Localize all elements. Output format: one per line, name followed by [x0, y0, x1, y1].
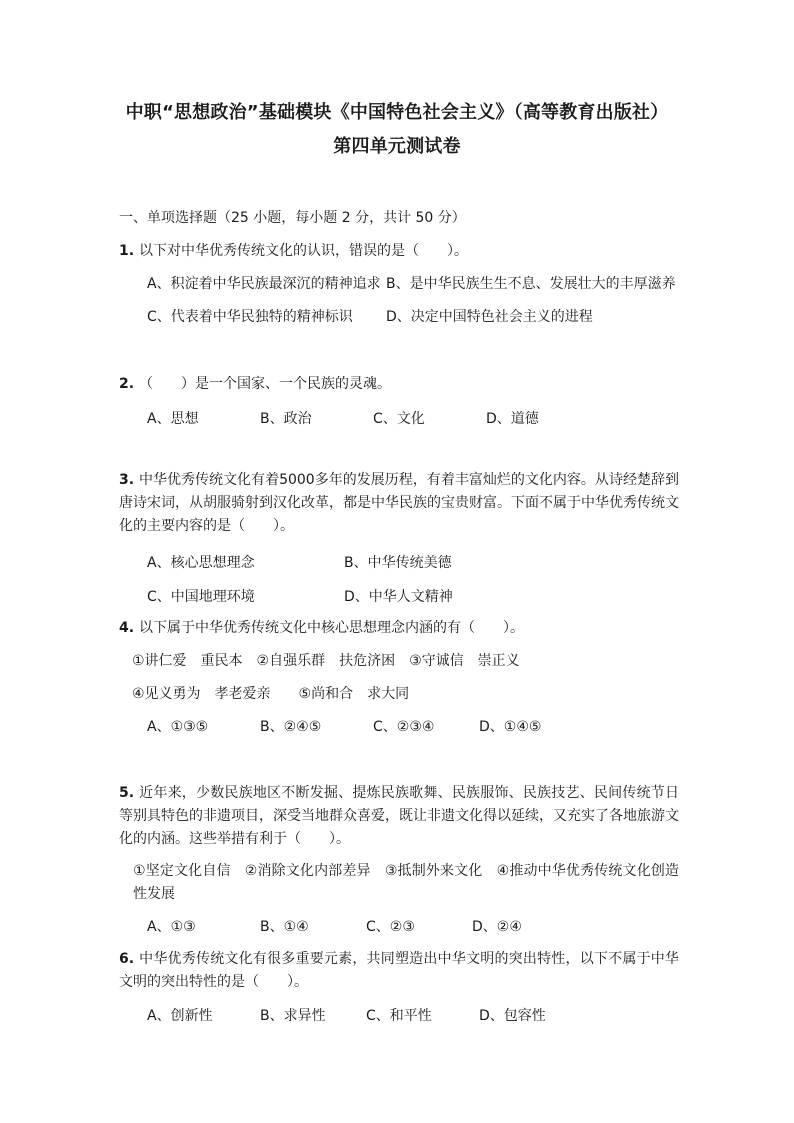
option-b: B、求异性 [260, 1008, 326, 1024]
question-stem: 以下对中华优秀传统文化的认识，错误的是（ ）。 [138, 243, 468, 259]
statement-list-1: ①坚定文化自信 ②消除文化内部差异 ③抵制外来文化 ④推动中华优秀传统文化创造性发展 [133, 863, 679, 902]
option-a: A、核心思想理念 [147, 555, 255, 571]
question-stem: 以下属于中华优秀传统文化中核心思想理念内涵的有（ ）。 [138, 620, 524, 636]
option-a: A、创新性 [147, 1008, 213, 1024]
question-number: 2 [119, 376, 129, 392]
option-c: C、②③④ [373, 719, 435, 735]
option-c: C、代表着中华民独特的精神标识 [147, 309, 353, 325]
option-d: D、中华人文精神 [344, 589, 453, 605]
option-d: D、决定中国特色社会主义的进程 [386, 309, 593, 325]
question-5: 5. 近年来，少数民族地区不断发掘、提炼民族歌舞、民族服饰、民族技艺、民间传统节日等别具特色的非遗项目，深受当地群众喜爱，既让非遗文化得以延续，又充实了各地旅游文化的内涵。这些举措有利于（ ）。 [119, 785, 679, 847]
question-number: 5 [119, 785, 129, 801]
option-b: B、是中华民族生生不息、发展壮大的丰厚滋养 [386, 276, 676, 292]
section-heading: 一、单项选择题（25 小题，每小题 2 分，共计 50 分） [119, 210, 466, 226]
option-c: C、中国地理环境 [147, 589, 255, 605]
exam-subtitle: 第四单元测试卷 [333, 136, 461, 157]
question-stem: 中华优秀传统文化有着5000多年的发展历程，有着丰富灿烂的文化内容。从诗经楚辞到唐诗宋词，从胡服骑射到汉化改革，都是中华民族的宝贵财富。下面不属于中华优秀传统文化的主要内容的是（ ）。 [119, 472, 679, 534]
question-3: 3. 中华优秀传统文化有着5000多年的发展历程，有着丰富灿烂的文化内容。从诗经楚辞到唐诗宋词，从胡服骑射到汉化改革，都是中华民族的宝贵财富。下面不属于中华优秀传统文化的主要内容的是（ ）。 [119, 472, 679, 534]
option-c: C、②③ [366, 919, 415, 935]
option-a: A、①③ [147, 919, 196, 935]
question-number: 1 [119, 243, 129, 259]
question-number: 4 [119, 620, 129, 636]
question-stem: （ ）是一个国家、一个民族的灵魂。 [138, 376, 391, 392]
option-c: C、文化 [373, 411, 425, 427]
option-c: C、和平性 [366, 1008, 432, 1024]
question-6: 6. 中华优秀传统文化有很多重要元素，共同塑造出中华文明的突出特性，以下不属于中华文明的突出特性的是（ ）。 [119, 951, 679, 990]
question-stem: 中华优秀传统文化有很多重要元素，共同塑造出中华文明的突出特性，以下不属于中华文明的突出特性的是（ ）。 [119, 951, 679, 990]
statement-list-2: ④见义勇为 孝老爱亲 ⑤尚和合 求大同 [132, 686, 410, 702]
statement-list-1: ①讲仁爱 重民本 ②自强乐群 扶危济困 ③守诚信 崇正义 [132, 653, 520, 669]
option-b: B、中华传统美德 [344, 555, 452, 571]
option-d: D、②④ [472, 919, 522, 935]
option-b: B、政治 [260, 411, 312, 427]
question-stem: 近年来，少数民族地区不断发掘、提炼民族歌舞、民族服饰、民族技艺、民间传统节日等别具特色的非遗项目，深受当地群众喜爱，既让非遗文化得以延续，又充实了各地旅游文化的内涵。这些举措有利于（ ）。 [119, 785, 679, 847]
question-4: 4. 以下属于中华优秀传统文化中核心思想理念内涵的有（ ）。 [119, 620, 524, 636]
option-a: A、积淀着中华民族最深沉的精神追求 [147, 276, 381, 292]
option-b: B、②④⑤ [260, 719, 322, 735]
question-number: 6 [119, 951, 129, 967]
question-number: 3 [119, 472, 129, 488]
option-b: B、①④ [260, 919, 309, 935]
question-2: 2. （ ）是一个国家、一个民族的灵魂。 [119, 376, 391, 392]
option-a: A、①③⑤ [147, 719, 209, 735]
option-d: D、包容性 [479, 1008, 546, 1024]
question-1: 1. 以下对中华优秀传统文化的认识，错误的是（ ）。 [119, 243, 468, 259]
option-d: D、①④⑤ [479, 719, 542, 735]
option-d: D、道德 [486, 411, 539, 427]
option-a: A、思想 [147, 411, 199, 427]
exam-title: 中职“思想政治”基础模块《中国特色社会主义》（高等教育出版社） [125, 102, 669, 123]
